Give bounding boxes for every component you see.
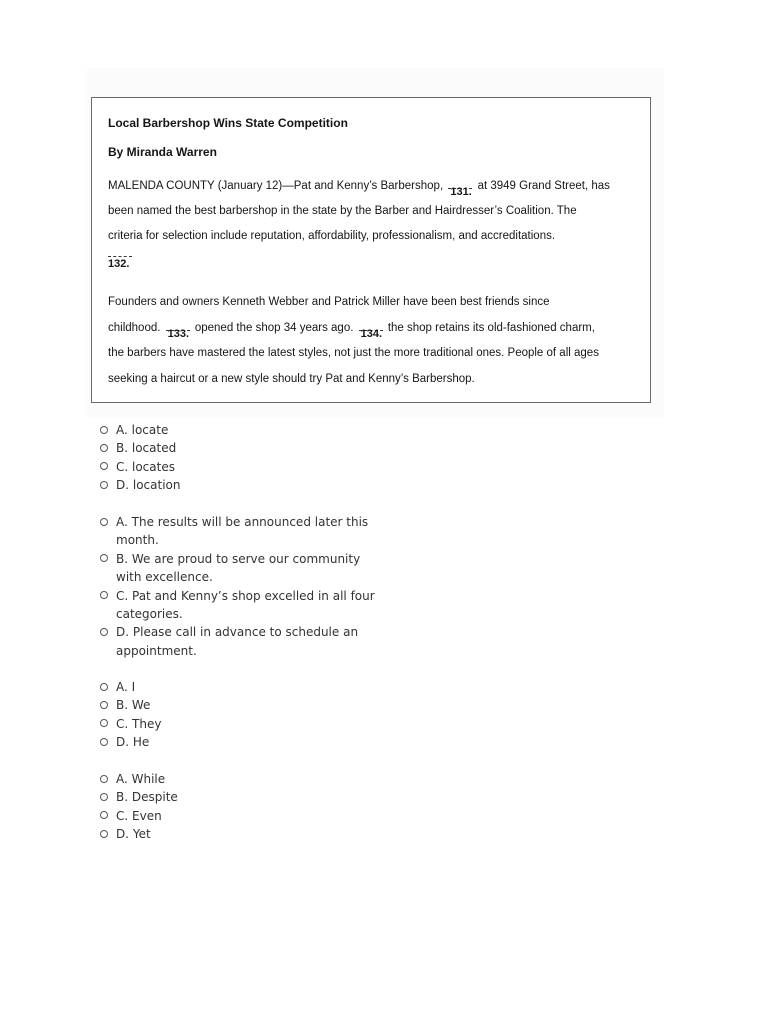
radio-button[interactable] bbox=[100, 811, 108, 819]
option-a[interactable] bbox=[100, 678, 390, 696]
option-label: C. Even bbox=[116, 808, 162, 823]
radio-button[interactable] bbox=[100, 518, 108, 526]
option-b[interactable] bbox=[100, 550, 386, 587]
blank-131 bbox=[448, 182, 472, 198]
option-c[interactable] bbox=[100, 587, 386, 624]
blank-134 bbox=[359, 324, 383, 340]
option-label: D. location bbox=[116, 478, 181, 493]
option-label: A. locate bbox=[116, 423, 169, 437]
option-c[interactable] bbox=[100, 807, 390, 825]
blank-number: 131. bbox=[450, 186, 472, 198]
question-131-options bbox=[100, 421, 390, 495]
option-label: B. We bbox=[116, 698, 151, 713]
radio-button[interactable] bbox=[100, 719, 108, 727]
option-label: D. Yet bbox=[116, 827, 151, 842]
option-label: C. They bbox=[116, 716, 162, 731]
option-label: A. I bbox=[116, 680, 136, 694]
radio-button[interactable] bbox=[100, 683, 108, 691]
question-134-options bbox=[100, 770, 390, 844]
radio-button[interactable] bbox=[100, 628, 108, 636]
question-132-options bbox=[100, 513, 390, 660]
option-label: B. Despite bbox=[116, 790, 178, 805]
article-line bbox=[108, 322, 595, 340]
article-line: criteria for selection include reputation, affordability, professionalism, and accreditations. bbox=[108, 230, 556, 242]
article-line bbox=[108, 180, 610, 198]
blank-number: 133. bbox=[167, 328, 190, 340]
blank-number: 134. bbox=[360, 328, 383, 340]
article-line: Founders and owners Kenneth Webber and Patrick Miller have been best friends since bbox=[108, 296, 550, 308]
option-label: A. While bbox=[116, 772, 166, 786]
radio-button[interactable] bbox=[100, 738, 108, 746]
radio-button[interactable] bbox=[100, 444, 108, 452]
article-title: Local Barbershop Wins State Competition bbox=[108, 116, 348, 130]
article-box bbox=[91, 97, 651, 403]
article-text: the shop retains its old-fashioned charm, bbox=[387, 322, 595, 334]
radio-button[interactable] bbox=[100, 462, 108, 470]
question-133-options bbox=[100, 678, 390, 752]
radio-button[interactable] bbox=[100, 701, 108, 709]
option-label: B. located bbox=[116, 441, 177, 456]
option-label: C. Pat and Kenny’s shop excelled in all four categories. bbox=[116, 588, 375, 622]
option-label: C. locates bbox=[116, 459, 175, 474]
blank-132 bbox=[108, 256, 138, 270]
radio-button[interactable] bbox=[100, 481, 108, 489]
article-text: opened the shop 34 years ago. bbox=[194, 322, 354, 334]
option-d[interactable] bbox=[100, 623, 386, 660]
article-text: at 3949 Grand Street, has bbox=[477, 180, 610, 192]
article-line: seeking a haircut or a new style should try Pat and Kenny’s Barbershop. bbox=[108, 373, 475, 385]
article-text: MALENDA COUNTY (January 12)—Pat and Kenny’s Barbershop, bbox=[108, 180, 444, 192]
radio-button[interactable] bbox=[100, 554, 108, 562]
option-b[interactable] bbox=[100, 788, 390, 806]
option-b[interactable] bbox=[100, 439, 390, 457]
radio-button[interactable] bbox=[100, 591, 108, 599]
option-label: A. The results will be announced later this month. bbox=[116, 515, 369, 548]
radio-button[interactable] bbox=[100, 426, 108, 434]
option-d[interactable] bbox=[100, 733, 390, 751]
option-a[interactable] bbox=[100, 770, 390, 788]
article-text: childhood. bbox=[108, 322, 161, 334]
radio-button[interactable] bbox=[100, 775, 108, 783]
option-d[interactable] bbox=[100, 476, 390, 494]
radio-button[interactable] bbox=[100, 793, 108, 801]
radio-button[interactable] bbox=[100, 830, 108, 838]
article-byline: By Miranda Warren bbox=[108, 145, 217, 159]
article-line: been named the best barbershop in the state by the Barber and Hairdresser’s Coalition. The bbox=[108, 205, 577, 217]
option-c[interactable] bbox=[100, 458, 390, 476]
blank-number: 132. bbox=[108, 258, 130, 270]
option-a[interactable] bbox=[100, 513, 386, 550]
option-label: D. He bbox=[116, 735, 150, 750]
option-label: B. We are proud to serve our community with excellence. bbox=[116, 551, 361, 585]
option-b[interactable] bbox=[100, 696, 390, 714]
blank-133 bbox=[166, 324, 190, 340]
option-a[interactable] bbox=[100, 421, 390, 439]
option-label: D. Please call in advance to schedule an appointment. bbox=[116, 625, 359, 658]
option-d[interactable] bbox=[100, 825, 390, 843]
article-line: the barbers have mastered the latest styles, not just the more traditional ones. People of all ages bbox=[108, 347, 599, 359]
option-c[interactable] bbox=[100, 715, 390, 733]
